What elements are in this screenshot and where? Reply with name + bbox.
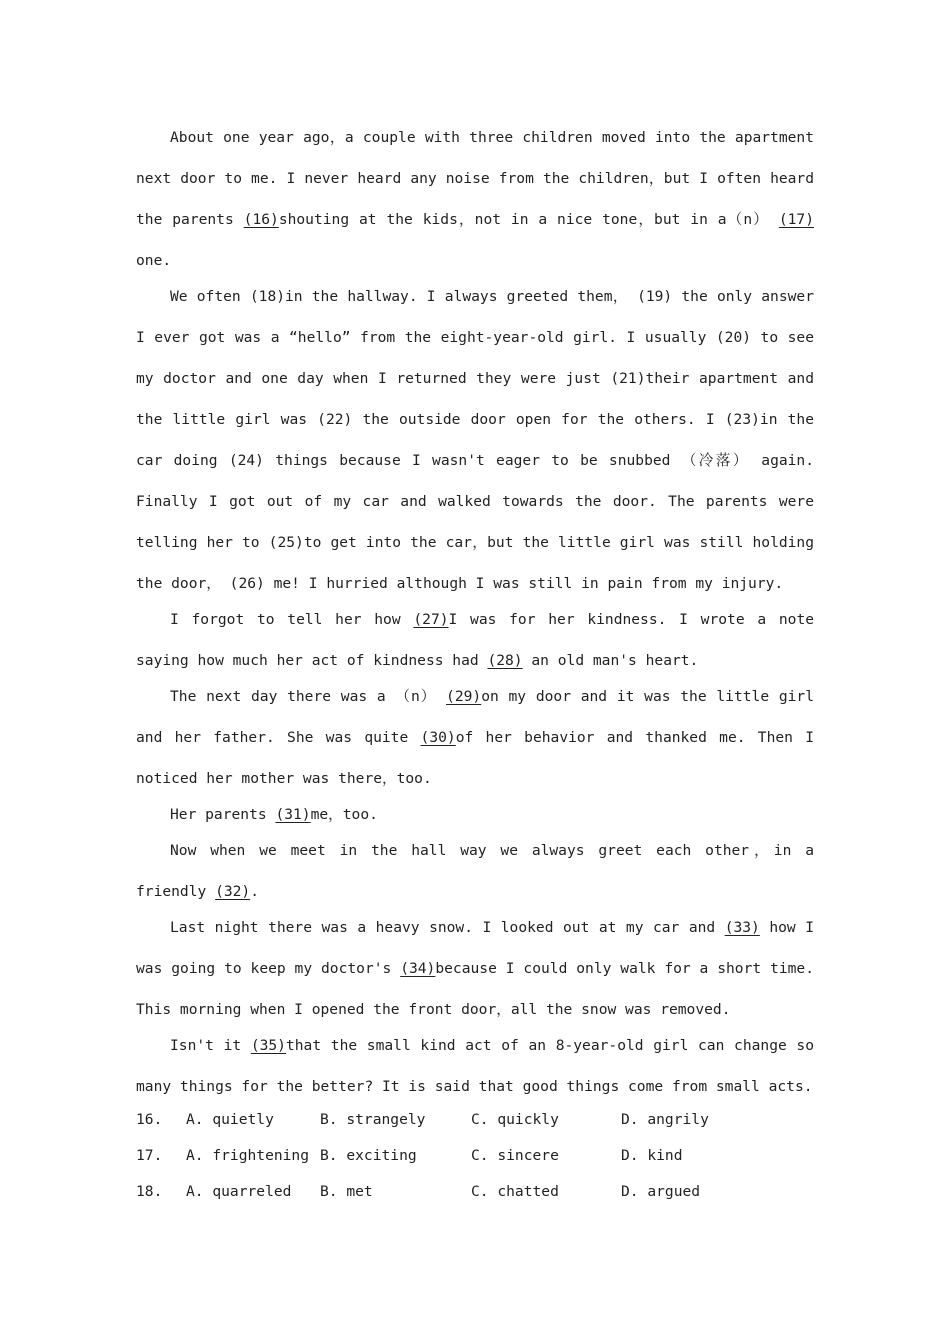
question-number: 18. [136, 1183, 163, 1200]
question-row [136, 1174, 814, 1210]
passage-text: on my door and it was the little girl and her father. She was quite [136, 688, 814, 746]
passage-text: I forgot to tell her how [170, 611, 414, 628]
passage-paragraph [136, 117, 814, 281]
option-d: D. kind [621, 1147, 683, 1164]
option-d: D. angrily [621, 1111, 709, 1128]
passage-paragraph [136, 830, 814, 912]
blank-number: (29) [446, 688, 482, 705]
passage-text: We often (18)in the hallway. I always greeted them， (19) the only answer I ever got was a “hello” from the eight-year-old girl. I usually (20) to see my doctor and one day when I returned they were just (21)their apartment and the little girl was (22) the outside door open for the others. I (23)in the car doing (24) things because I wasn't eager to be snubbed （冷落） again. Finally I got out of my car and walked towards the door. The parents were telling her to (25)to get into the car，but the little girl was still holding the door， (26) me! I hurried although I was still in pain from my injury. [136, 288, 814, 592]
blank-number: (30) [420, 729, 456, 746]
passage-text: . [250, 883, 260, 900]
passage-text: me，too. [310, 806, 378, 823]
passage [136, 117, 814, 1210]
blank-number: (27) [413, 611, 449, 628]
passage-paragraph [136, 794, 814, 835]
passage-text: shouting at the kids，not in a nice tone，but in a（n） [278, 211, 779, 228]
blank-number: (17) [778, 211, 814, 228]
blank-number: (28) [487, 652, 523, 669]
answer-options [136, 1102, 814, 1210]
passage-text: one. [136, 252, 172, 269]
option-b: B. exciting [320, 1147, 417, 1164]
passage-text: an old man's heart. [522, 652, 699, 669]
option-a: A. quarreled [186, 1183, 292, 1200]
question-row [136, 1138, 814, 1174]
passage-text: because I could only walk for a short time. This morning when I opened the front door，all the snow was removed. [136, 960, 814, 1018]
question-row [136, 1102, 814, 1138]
passage-text: Her parents [170, 806, 276, 823]
blank-number: (16) [243, 211, 279, 228]
option-c: C. sincere [471, 1147, 559, 1164]
option-a: A. quietly [186, 1111, 274, 1128]
passage-text: Now when we meet in the hall way we always greet each other，in a friendly [136, 842, 814, 900]
blank-number: (31) [275, 806, 311, 823]
passage-paragraph [136, 1025, 814, 1107]
question-number: 17. [136, 1147, 163, 1164]
option-b: B. met [320, 1183, 373, 1200]
option-d: D. argued [621, 1183, 701, 1200]
passage-text: how I was going to keep my doctor's [136, 919, 814, 977]
passage-text: Last night there was a heavy snow. I looked out at my car and [170, 919, 725, 936]
passage-text: Isn't it [170, 1037, 251, 1054]
cloze-passage [136, 117, 814, 1107]
passage-paragraph [136, 907, 814, 1030]
passage-text: I was for her kindness. I wrote a note saying how much her act of kindness had [136, 611, 815, 669]
blank-number: (35) [250, 1037, 286, 1054]
blank-number: (34) [400, 960, 436, 977]
passage-text: About one year ago，a couple with three children moved into the apartment next door to me. I never heard any noise from the children，but I often heard the parents [136, 129, 814, 228]
option-b: B. strangely [320, 1111, 426, 1128]
passage-text: The next day there was a （n） [170, 688, 447, 705]
option-a: A. frightening [186, 1147, 310, 1164]
blank-number: (32) [215, 883, 251, 900]
question-number: 16. [136, 1111, 163, 1128]
passage-paragraph [136, 276, 814, 604]
passage-text: that the small kind act of an 8-year-old girl can change so many things for the better? It is said that good things come from small acts. [136, 1037, 814, 1095]
option-c: C. chatted [471, 1183, 559, 1200]
passage-text: of her behavior and thanked me. Then I noticed her mother was there，too. [136, 729, 814, 787]
passage-paragraph [136, 599, 814, 681]
option-c: C. quickly [471, 1111, 559, 1128]
blank-number: (33) [724, 919, 760, 936]
passage-paragraph [136, 676, 814, 799]
